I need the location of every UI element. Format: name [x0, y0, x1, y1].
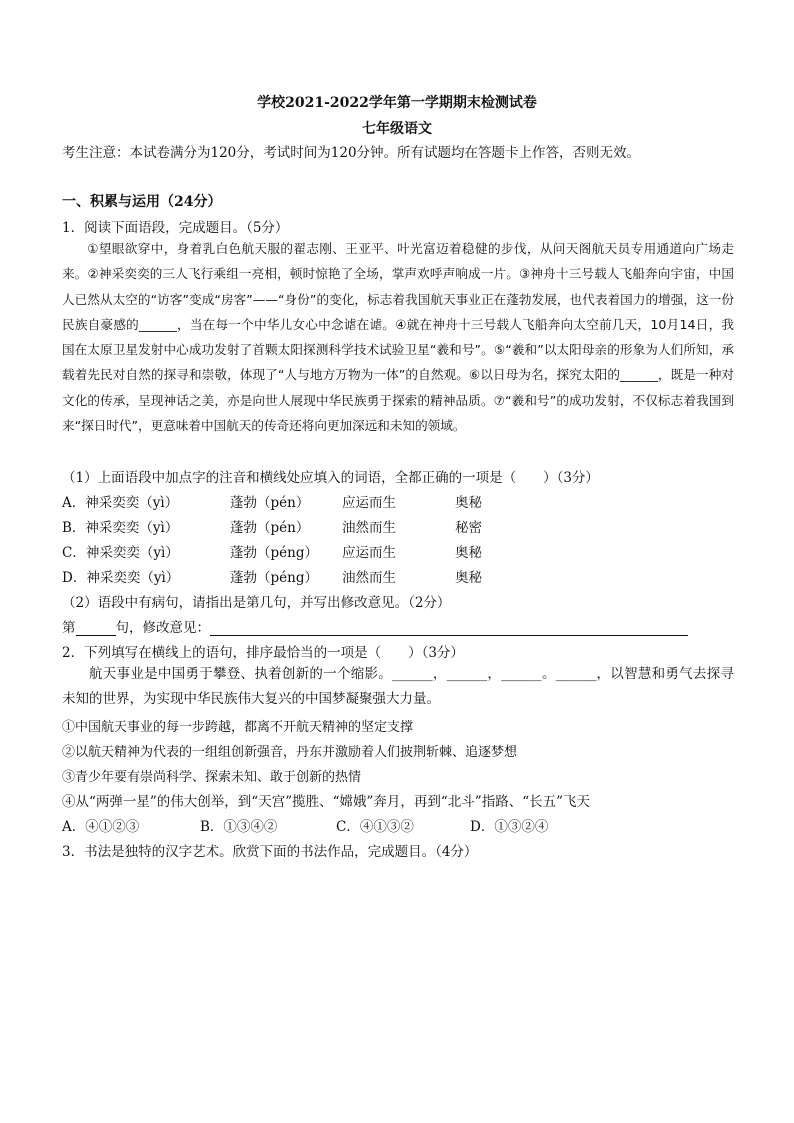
option-label: A．神采奕奕（yì）	[62, 495, 179, 511]
q2-item-4: ④从“两弹一星”的伟大创举，到“天宫”揽胜、“嫦娥”奔月，再到“北斗”指路、“长五”飞天	[62, 794, 591, 810]
option-word: 蓬勃（péng）	[230, 545, 318, 561]
q2-choice-d[interactable]: D．①③②④	[470, 819, 549, 835]
option-label: C．神采奕奕（yì）	[62, 545, 179, 561]
option-word: 蓬勃（péng）	[230, 570, 318, 586]
option-word: 秘密	[455, 520, 482, 536]
option-word: 油然而生	[342, 570, 396, 586]
question-1-sub2: （2）语段中有病句，请指出是第几句，并写出修改意见。（2分）	[62, 595, 451, 611]
option-word: 奥秘	[455, 570, 482, 586]
exam-subtitle: 七年级语文	[362, 121, 432, 137]
answer-line	[62, 616, 732, 636]
option-label: B．神采奕奕（yì）	[62, 520, 179, 536]
question-1-stem: 1．阅读下面语段，完成题目。（5分）	[62, 220, 289, 236]
question-3-stem: 3．书法是独特的汉字艺术。欣赏下面的书法作品，完成题目。（4分）	[62, 844, 478, 860]
question-1-passage: ①望眼欲穿中，身着乳白色航天服的翟志刚、王亚平、叶光富迈着稳健的步伐，从问天阁航天员专用通道向广场走来。②神采奕奕的三人飞行乘组一亮相，顿时惊艳了全场，掌声欢呼声响成一片。③神舟十三号载人飞船奔向宇宙，中国人已然从太空的“访客”变成“房客”——“身份”的变化，标志着我国航天事业正在蓬勃发展，也代表着国力的增强，这一份民族自豪感的______，当在每一个中华儿女心中念谑在谑。④就在神舟十三号载人飞船奔向太空前几天，10月14日，我国在太原卫星发射中心成功发射了首颗太阳探测科学技术试验卫星“羲和号”。⑤“羲和”以太阳母亲的形象为人们所知，承载着先民对自然的探寻和崇敬，体现了“人与地方万物为一体”的自然观。⑥以日母为名，探究太阳的______，既是一种对文化的传承，呈现神话之美，亦是向世人展现中华民族勇于探索的精神品质。⑦“羲和号”的成功发射，不仅标志着我国到来“探日时代”，更意味着中国航天的传奇还将向更加深远和未知的领域。	[62, 241, 734, 434]
sentence-number-blank[interactable]	[76, 621, 116, 636]
q2-item-2: ②以航天精神为代表的一组组创新强音，丹东并激励着人们披荆斩棘、追逐梦想	[62, 745, 518, 760]
option-word: 奥秘	[455, 545, 482, 561]
revision-blank[interactable]	[210, 621, 688, 636]
exam-title: 学校2021-2022学年第一学期期末检测试卷	[257, 95, 537, 111]
question-2-stem: 2．下列填写在横线上的语句，排序最恰当的一项是（ ）（3分）	[62, 645, 464, 661]
option-word: 蓬勃（pén）	[230, 495, 310, 511]
option-word: 应运而生	[342, 495, 396, 511]
q2-choice-a[interactable]: A．④①②③	[62, 819, 140, 835]
q2-choice-b[interactable]: B．①③④②	[200, 819, 278, 835]
option-label: D．神采奕奕（yì）	[62, 570, 180, 586]
question-2-passage: 航天事业是中国勇于攀登、执着创新的一个缩影。______，______，______。______，以智慧和勇气去探寻未知的世界，为实现中华民族伟大复兴的中国梦凝聚强大力量。	[62, 666, 734, 707]
answer-mid: 句，修改意见：	[115, 620, 210, 636]
exam-notice: 考生注意：本试卷满分为120分，考试时间为120分钟。所有试题均在答题卡上作答，否则无效。	[62, 145, 641, 161]
option-word: 蓬勃（pén）	[230, 520, 310, 536]
option-word: 油然而生	[342, 520, 396, 536]
q2-item-1: ①中国航天事业的每一步跨越，都离不开航天精神的坚定支撑	[62, 720, 414, 735]
option-word: 奥秘	[455, 495, 482, 511]
answer-prefix: 第	[62, 620, 76, 636]
section-heading: 一、积累与运用（24分）	[62, 194, 222, 210]
question-1-sub1: （1）上面语段中加点字的注音和横线处应填入的词语，全都正确的一项是（ ）（3分）	[62, 470, 599, 486]
option-word: 应运而生	[342, 545, 396, 561]
q2-item-3: ③青少年要有崇尚科学、探索未知、敢于创新的热情	[62, 770, 362, 785]
q2-choice-c[interactable]: C．④①③②	[336, 819, 414, 835]
